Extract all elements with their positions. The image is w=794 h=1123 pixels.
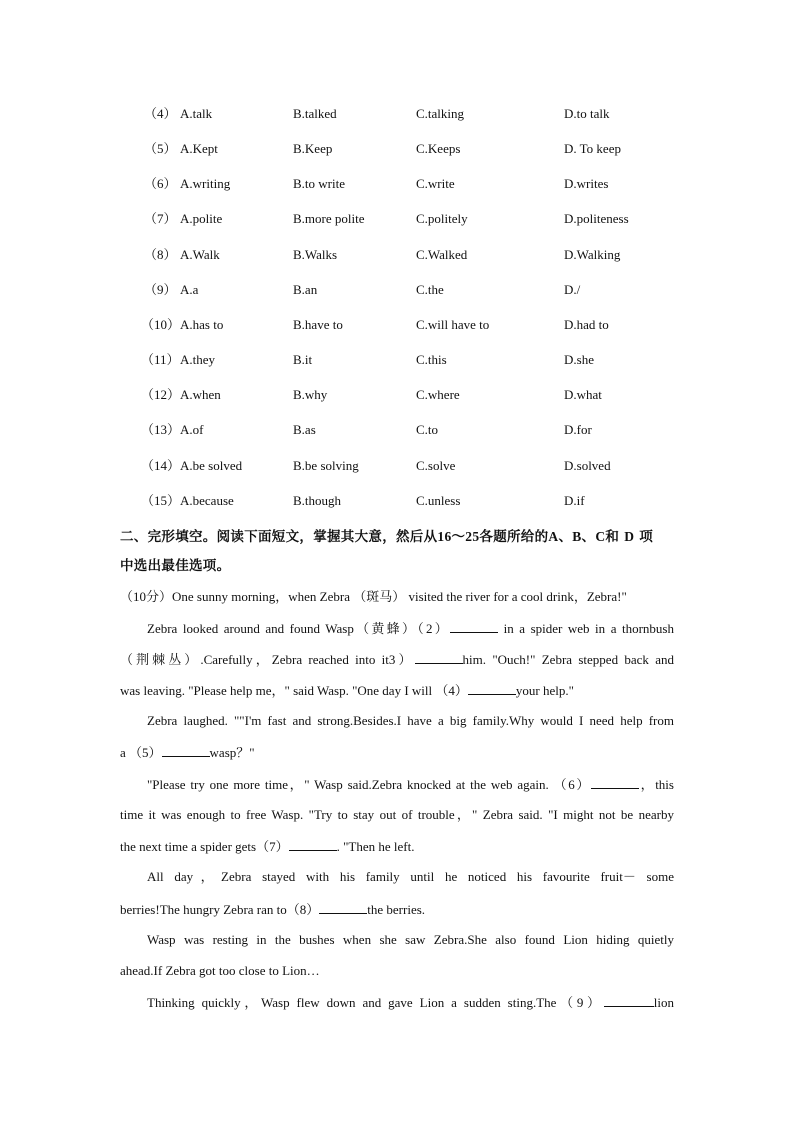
option-a[interactable]: A.when bbox=[180, 387, 221, 403]
question-number: （12） bbox=[141, 387, 181, 403]
option-b[interactable]: B.Keep bbox=[293, 141, 333, 157]
section-heading bbox=[120, 522, 676, 581]
option-a[interactable]: A.Kept bbox=[180, 141, 218, 157]
option-d[interactable]: D.politeness bbox=[564, 211, 629, 227]
option-a[interactable]: A.they bbox=[180, 352, 216, 368]
option-b[interactable]: B.why bbox=[293, 387, 328, 403]
answer-blank-2[interactable] bbox=[450, 617, 498, 633]
passage-line: （荆棘丛）.Carefully，Zebra reached into it3） him. "Ouch!" Zebra stepped back and bbox=[120, 648, 674, 670]
option-row bbox=[0, 315, 794, 335]
option-d[interactable]: D.Walking bbox=[564, 246, 621, 262]
option-d[interactable]: D.solved bbox=[564, 457, 611, 473]
question-number: （8） bbox=[144, 246, 177, 262]
question-number: （14） bbox=[141, 457, 181, 473]
option-row bbox=[0, 209, 794, 229]
option-c[interactable]: C.politely bbox=[416, 211, 468, 227]
option-a[interactable]: A.a bbox=[180, 281, 199, 297]
question-number: （6） bbox=[144, 176, 177, 192]
passage-line: was leaving. "Please help me，" said Wasp. "One day I will （4） your help." bbox=[120, 679, 674, 701]
option-row bbox=[0, 420, 794, 440]
option-c[interactable]: C.write bbox=[416, 176, 455, 192]
answer-blank-6[interactable] bbox=[591, 773, 639, 789]
option-b[interactable]: B.have to bbox=[293, 316, 343, 332]
passage-line: Zebra laughed. ""I'm fast and strong.Besides.I have a big family.Why would I need help from bbox=[147, 713, 674, 728]
answer-blank-9[interactable] bbox=[604, 991, 654, 1007]
option-b[interactable]: B.to write bbox=[293, 176, 345, 192]
question-number: （13） bbox=[141, 422, 181, 438]
section-heading-line-1: 二、完形填空。阅读下面短文，掌握其大意，然后从16～25各题所给的A、B、C和 D 项 bbox=[120, 529, 654, 545]
passage-line: Zebra looked around and found Wasp（黄蜂）（2） in a spider web in a thornbush bbox=[147, 617, 674, 639]
option-d[interactable]: D.for bbox=[564, 422, 592, 438]
option-d[interactable]: D.to talk bbox=[564, 106, 610, 121]
passage-line: berries!The hungry Zebra ran to（8） the berries. bbox=[120, 898, 674, 920]
section-heading-line-2: 中选出最佳选项。 bbox=[120, 558, 231, 574]
answer-blank-8[interactable] bbox=[319, 898, 367, 914]
option-d[interactable]: D.writes bbox=[564, 176, 609, 192]
option-b[interactable]: B.as bbox=[293, 422, 316, 438]
question-number: （15） bbox=[141, 492, 181, 508]
option-c[interactable]: C.where bbox=[416, 387, 460, 403]
option-b[interactable]: B.though bbox=[293, 492, 342, 508]
passage-line: Thinking quickly，Wasp flew down and gave Lion a sudden sting.The（9） lion bbox=[147, 991, 674, 1013]
passage-line: a （5） wasp？" bbox=[120, 741, 674, 763]
option-d[interactable]: D.had to bbox=[564, 316, 609, 332]
option-c[interactable]: C.to bbox=[416, 422, 439, 438]
question-number: （4） bbox=[144, 106, 177, 121]
option-row bbox=[0, 139, 794, 159]
option-a[interactable]: A.of bbox=[180, 422, 204, 438]
answer-blank-3[interactable] bbox=[415, 648, 463, 664]
option-c[interactable]: C.unless bbox=[416, 492, 461, 508]
passage-line: （10分）One sunny morning，when Zebra （斑马） visited the river for a cool drink，Zebra!" bbox=[120, 589, 627, 604]
option-a[interactable]: A.writing bbox=[180, 176, 231, 192]
option-row bbox=[0, 280, 794, 300]
option-d[interactable]: D.if bbox=[564, 492, 585, 508]
option-c[interactable]: C.talking bbox=[416, 106, 465, 121]
answer-blank-5[interactable] bbox=[162, 741, 210, 757]
option-row bbox=[0, 245, 794, 265]
option-a[interactable]: A.has to bbox=[180, 316, 224, 332]
option-c[interactable]: C.this bbox=[416, 352, 447, 368]
option-b[interactable]: B.it bbox=[293, 352, 313, 368]
option-b[interactable]: B.be solving bbox=[293, 457, 359, 473]
option-row bbox=[0, 491, 794, 511]
answer-blank-7[interactable] bbox=[289, 835, 337, 851]
option-c[interactable]: C.the bbox=[416, 281, 444, 297]
option-b[interactable]: B.Walks bbox=[293, 246, 338, 262]
passage-line: time it was enough to free Wasp. "Try to stay out of trouble，" Zebra said. "I might not be nearby bbox=[120, 807, 674, 822]
passage-line: All day，Zebra stayed with his family until he noticed his favourite fruit－ some bbox=[147, 869, 674, 884]
question-number: （10） bbox=[141, 316, 181, 332]
option-d[interactable]: D./ bbox=[564, 281, 581, 297]
option-c[interactable]: C.Keeps bbox=[416, 141, 461, 157]
question-number: （9） bbox=[144, 281, 177, 297]
option-b[interactable]: B.an bbox=[293, 281, 318, 297]
passage-line: the next time a spider gets（7） . "Then he left. bbox=[120, 835, 674, 857]
option-c[interactable]: C.Walked bbox=[416, 246, 468, 262]
option-a[interactable]: A.talk bbox=[180, 106, 213, 121]
option-a[interactable]: A.because bbox=[180, 492, 234, 508]
option-row bbox=[0, 174, 794, 194]
option-row bbox=[0, 350, 794, 370]
option-c[interactable]: C.will have to bbox=[416, 316, 490, 332]
passage-line: "Please try one more time，" Wasp said.Zebra knocked at the web again. （6） ，this bbox=[147, 773, 674, 795]
option-a[interactable]: A.polite bbox=[180, 211, 223, 227]
option-b[interactable]: B.more polite bbox=[293, 211, 365, 227]
passage-line: ahead.If Zebra got too close to Lion… bbox=[120, 963, 320, 978]
option-c[interactable]: C.solve bbox=[416, 457, 456, 473]
option-row bbox=[0, 456, 794, 476]
option-a[interactable]: A.Walk bbox=[180, 246, 220, 262]
option-row bbox=[0, 104, 794, 124]
answer-blank-4[interactable] bbox=[468, 679, 516, 695]
option-b[interactable]: B.talked bbox=[293, 106, 337, 121]
passage-line: Wasp was resting in the bushes when she saw Zebra.She also found Lion hiding quietly bbox=[147, 932, 674, 947]
question-number: （5） bbox=[144, 141, 177, 157]
option-a[interactable]: A.be solved bbox=[180, 457, 243, 473]
question-number: （11） bbox=[141, 352, 180, 368]
option-d[interactable]: D. To keep bbox=[564, 141, 621, 157]
option-d[interactable]: D.she bbox=[564, 352, 594, 368]
question-number: （7） bbox=[144, 211, 177, 227]
option-d[interactable]: D.what bbox=[564, 387, 602, 403]
option-row bbox=[0, 385, 794, 405]
